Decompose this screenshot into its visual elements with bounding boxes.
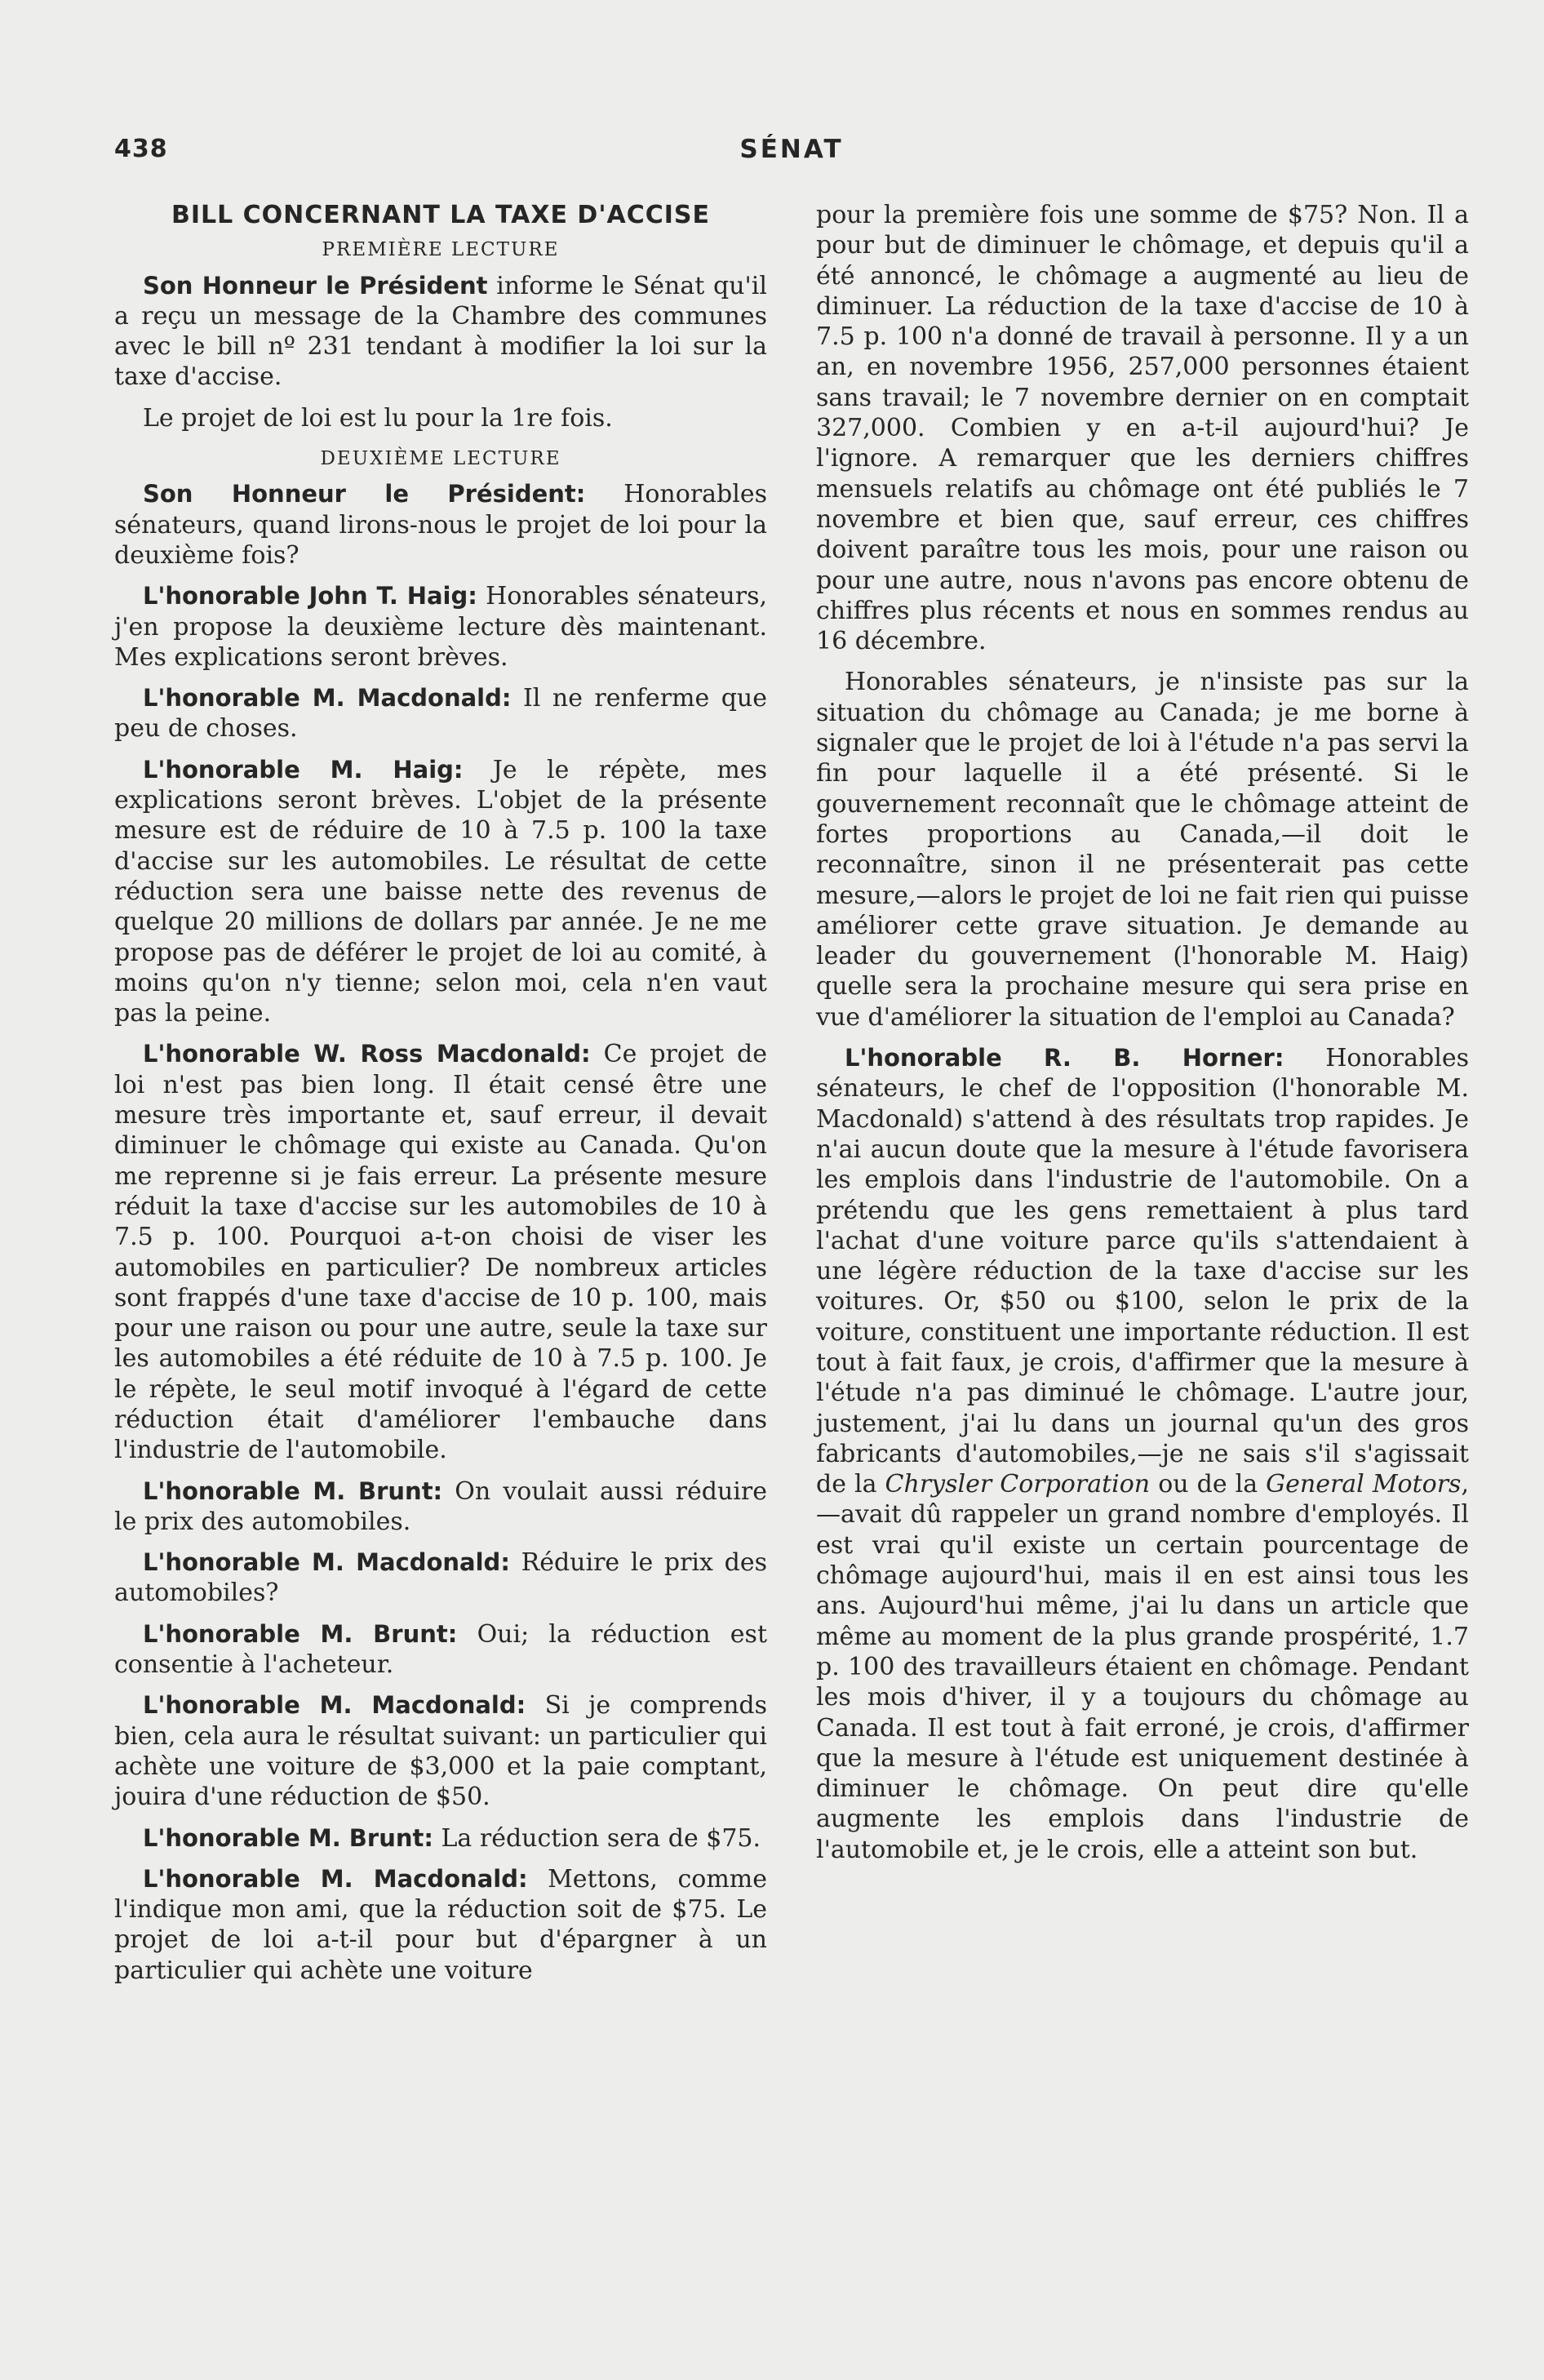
speaker-name: Son Honneur le Président: (143, 480, 586, 508)
paragraph (114, 755, 767, 1029)
paragraph-text: Honorables sénateurs, j'en propose la deuxième lecture dès maintenant. Mes explications seront brèves. (114, 582, 767, 672)
paragraph (114, 271, 767, 393)
paragraph-text: La réduction sera de $75. (433, 1823, 761, 1853)
company-name-italic: Chrysler Corporation (885, 1470, 1151, 1499)
section-heading: BILL CONCERNANT LA TAXE D'ACCISE (171, 201, 711, 229)
running-title: SÉNAT (739, 135, 844, 164)
company-name-italic: General Motors (1266, 1470, 1462, 1499)
paragraph-text: Honorables sénateurs, le chef de l'opposition (l'honorable M. Macdonald) s'attend à des résultats trop rapides. Je n'ai aucun doute que la mesure à l'étude favorisera les emplois dans l'industrie de l'automobile. On a prétendu que les gens remettaient à plus tard l'achat d'une voiture parce qu'ils s'attendaient à une légère réduction de la taxe d'accise sur les voitures. Or, $50 ou $100, selon le prix de la voiture, constituent une importante réduction. Il est tout à fait faux, je crois, d'affirmer que la mesure à l'étude n'a pas diminué le chômage. L'autre jour, justement, j'ai lu dans un journal qu'un des gros fabricants d'automobiles,—je ne sais s'il s'agissait de la (816, 1044, 1469, 1499)
subheading-second-reading: DEUXIÈME LECTURE (320, 448, 561, 470)
paragraph-text: Oui; la réduction est consentie à l'acheteur. (114, 1619, 767, 1680)
paragraph-text: Il ne renferme que peu de choses. (114, 684, 767, 744)
paragraph (114, 1823, 767, 1854)
paragraph (816, 1043, 1469, 1865)
paragraph-text: Honorables sénateurs, quand lirons-nous le projet de loi pour la deuxième fois? (114, 480, 767, 570)
paragraph-text: ou de la (1150, 1470, 1267, 1499)
speaker-name: L'honorable M. Brunt: (143, 1823, 433, 1852)
paragraph (114, 1547, 767, 1609)
page-number: 438 (114, 135, 168, 163)
right-column (816, 200, 1469, 2289)
paragraph-text: On voulait aussi réduire le prix des automobiles. (114, 1476, 767, 1536)
left-column (114, 200, 767, 2289)
subheading-first-reading: PREMIÈRE LECTURE (322, 239, 560, 261)
text-columns (114, 200, 1469, 2289)
speaker-name: L'honorable M. Brunt: (143, 1619, 458, 1648)
paragraph-text: Je le répète, mes explications seront brèves. L'objet de la présente mesure est de réduire de 10 à 7.5 p. 100 la taxe d'accise sur les automobiles. Le résultat de cette réduction sera une baisse nette des revenus de quelque 20 millions de dollars par année. Je ne me propose pas de déférer le projet de loi au comité, à moins qu'on n'y tienne; selon moi, cela n'en vaut pas la peine. (114, 755, 767, 1028)
paragraph (114, 1864, 767, 1986)
running-head (114, 135, 1469, 175)
paragraph-text: ,—avait dû rappeler un grand nombre d'employés. Il est vrai qu'il existe un certain pourcentage de chômage aujourd'hui, mais il en est ainsi tous les ans. Aujourd'hui même, j'ai lu dans un article que même au moment de la plus grande prospérité, 1.7 p. 100 des travailleurs étaient en chômage. Pendant les mois d'hiver, il y a toujours du chômage au Canada. Il est tout à fait erroné, je crois, d'affirmer que la mesure à l'étude est uniquement destinée à diminuer le chômage. On peut dire qu'elle augmente les emplois dans l'industrie de l'automobile et, je le crois, elle a atteint son but. (816, 1470, 1469, 1864)
paragraph (114, 1039, 767, 1465)
paragraph (114, 1690, 767, 1812)
paragraph (114, 1476, 767, 1538)
speaker-name: L'honorable M. Haig: (143, 755, 464, 784)
paragraph-text: informe le Sénat qu'il a reçu un message de la Chambre des communes avec le bill nº 231 tendant à modifier la loi sur la taxe d'accise. (114, 271, 767, 392)
speaker-name: L'honorable W. Ross Macdonald: (143, 1040, 591, 1068)
speaker-name: L'honorable M. Macdonald: (143, 1548, 510, 1577)
paragraph-continued: pour la première fois une somme de $75? Non. Il a pour but de diminuer le chômage, et depuis qu'il a été annoncé, le chômage a augmenté au lieu de diminuer. La réduction de la taxe d'accise de 10 à 7.5 p. 100 n'a donné de travail à personne. Il y a un an, en novembre 1956, 257,000 personnes étaient sans travail; le 7 novembre dernier on en comptait 327,000. Combien y en a-t-il aujourd'hui? Je l'ignore. A remarquer que les derniers chiffres mensuels relatifs au chômage ont été publiés le 7 novembre et bien que, sauf erreur, ces chiffres doivent paraître tous les mois, pour une raison ou pour une autre, nous n'avons pas encore obtenu de chiffres plus récents et nous en sommes rendus au 16 décembre. (816, 201, 1469, 656)
paragraph-text: Réduire le prix des automobiles? (114, 1548, 767, 1608)
speaker-name: L'honorable R. B. Horner: (845, 1044, 1284, 1072)
speaker-name: L'honorable M. Macdonald: (143, 1864, 528, 1893)
speaker-name: L'honorable John T. Haig: (143, 582, 477, 611)
paragraph (114, 581, 767, 673)
paragraph-text: Si je comprends bien, cela aura le résultat suivant: un particulier qui achète une voiture de $3,000 et la paie comptant, jouira d'une réduction de $50. (114, 1691, 767, 1812)
paragraph: Le projet de loi est lu pour la 1re fois. (143, 403, 613, 433)
paragraph (114, 479, 767, 571)
speaker-name: L'honorable M. Brunt: (143, 1476, 443, 1505)
paragraph (114, 683, 767, 744)
speaker-name: L'honorable M. Macdonald: (143, 684, 512, 713)
paragraph: Honorables sénateurs, je n'insiste pas sur la situation du chômage au Canada; je me borne à signaler que le projet de loi à l'étude n'a pas servi la fin pour laquelle il a été présenté. Si le gouvernement reconnaît que le chômage atteint de fortes proportions au Canada,—il doit le reconnaître, sinon il ne présenterait pas cette mesure,—alors le projet de loi ne fait rien qui puisse améliorer cette grave situation. Je demande au leader du gouvernement (l'honorable M. Haig) quelle sera la prochaine mesure qui sera prise en vue d'améliorer la situation de l'emploi au Canada? (816, 668, 1469, 1032)
speaker-name: L'honorable M. Macdonald: (143, 1691, 526, 1720)
speaker-name: Son Honneur le Président (143, 271, 488, 300)
paragraph-text: Mettons, comme l'indique mon ami, que la réduction soit de $75. Le projet de loi a-t-il pour but d'épargner à un particulier qui achète une voiture (114, 1864, 767, 1985)
paragraph-text: Ce projet de loi n'est pas bien long. Il était censé être une mesure très importante et, sauf erreur, il devait diminuer le chômage qui existe au Canada. Qu'on me reprenne si je fais erreur. La présente mesure réduit la taxe d'accise sur les automobiles de 10 à 7.5 p. 100. Pourquoi a-t-on choisi de viser les automobiles en particulier? De nombreux articles sont frappés d'une taxe d'accise de 10 p. 100, mais pour une raison ou pour une autre, seule la taxe sur les automobiles a été réduite de 10 à 7.5 p. 100. Je le répète, le seul motif invoqué à l'égard de cette réduction était d'améliorer l'embauche dans l'industrie de l'automobile. (114, 1040, 767, 1465)
paragraph (114, 1619, 767, 1681)
